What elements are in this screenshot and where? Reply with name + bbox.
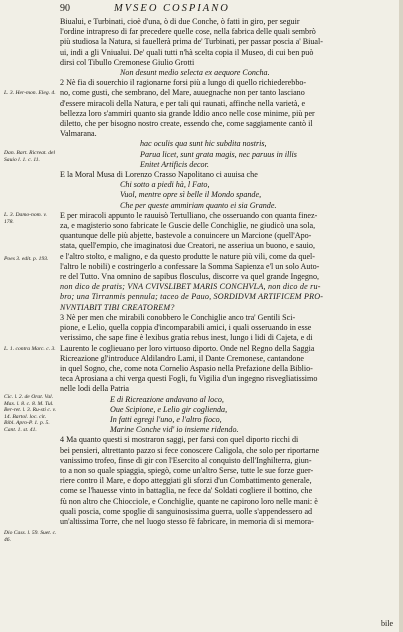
margin-note: Cic. l. 2. de Orat. Val. Max. l. 8. c. 8. M. Tul. Ber-ret. l. 3. Ru-sti c. v. 14. Bartol. loc. cit. Bibl. Apro-P. 1. p. 5. Cant. 1. st. 41.: [4, 394, 57, 433]
text-line: no, come gusti, che sembrano, del Mare, auuegnache non per tanto lasciano: [60, 88, 305, 98]
page-header: [60, 3, 360, 17]
text-line: in quel Sogno, che, come nota Cornelio Aspasio nella Prefazione della Biblio-: [60, 363, 313, 373]
verse-line: Vuol, mentre opre sì belle il Mondo spande,: [120, 190, 262, 200]
text-line: NVNTIABIT TIBI CREATOREM?: [60, 302, 175, 312]
catchword: bile: [381, 619, 393, 628]
main-text: [60, 17, 399, 527]
margin-note: Poes 3. edit. p. 193.: [4, 256, 49, 262]
paragraph: [60, 170, 399, 180]
paragraph: [60, 313, 399, 395]
verse-line: Chi sotto a piedi hà, l Fato,: [120, 180, 210, 190]
text-line: Valmarana.: [60, 129, 97, 139]
margin-note: L. 3. Her-mon. Eleg. 4.: [4, 90, 56, 96]
text-line: bei pensieri, altrettanto pazzo si fece conoscere Caligola, che solo per riportarne: [60, 445, 320, 455]
text-line: come se l'hauesse vinto in battaglia, ne fece da' Soldati cogliere il bottino, che: [60, 486, 313, 496]
margin-note: L. 1. contra Marc. c. 3.: [4, 346, 56, 352]
text-line: re del Tutto. Vna omnino de sapibus flosculus, discorre va quel grande Ingegno,: [60, 272, 320, 282]
verse-line: E di Ricreazione andavano al loco,: [110, 394, 224, 404]
paragraph: [60, 78, 399, 139]
text-line: E la Moral Musa di Lorenzo Crasso Napolitano ci auuisa che: [60, 170, 258, 180]
text-line: più studiosa la Natura, si fauellerà prima de' Turbinati, per passar poscia a' Biual-: [60, 37, 323, 47]
text-line: bellezza loro s'ammiri quanto sia grande Iddio anco nelle cose minime, più per: [60, 108, 315, 118]
text-line: ui, indi a gli Vniualui. De' quali tutti n'hà scelta copia il Museo, di cui ben può: [60, 47, 314, 57]
text-line: 4 Ma quanto questi si mostraron saggi, per farsi con quel diporto ricchi di: [60, 435, 299, 445]
text-line: diletto, che per bisogno nostro create, essendo che, come saggiamente cantò il: [60, 119, 313, 129]
text-line: 3 Nè per men che mirabili conobbero le Conchiglie anco tra' Gentili Sci-: [60, 312, 296, 322]
text-line: verissimo, che sape fine è lexibus gratia rebus inest, lungo i lidi di Cajeta, e di: [60, 333, 313, 343]
verse-line: Parua licet, sunt grata magis, nec paruus in illis: [140, 149, 297, 159]
text-line: l'altro le nobili) e costringerlo a confessare la Somma Sapienza e'l un solo Auto-: [60, 261, 320, 271]
text-line: e l'altro stolto, e maligno, e da questo produtte le nature più vili, come da quel-: [60, 251, 315, 261]
margin-note: Dio Cass. l. 59. Suet. c. 46.: [4, 530, 57, 543]
text-line: quantunque delle più abjette, bastevole a conuincere un Marcione (quell'Apo-: [60, 231, 312, 241]
text-line: dirsi col Tibullo Cremonese Giulio Grotti: [60, 57, 195, 67]
page-edge: [399, 0, 403, 632]
text-line: 2 Nè fia di souerchio il ragionarne forsi più a lungo di quello richiederebbo-: [60, 78, 307, 88]
verse-quote: [60, 180, 399, 211]
text-line: l'ordine intrapreso di far precedere quelle cose, nella fabrica delle quali sembrò: [60, 27, 316, 37]
text-line: za, e magisterio sono fabricate le Guscie delle Conchiglie, ne giudicò una sola,: [60, 221, 316, 231]
text-line: Ricreazione gl'introduce Aldilandro Lami, il Dante Cremonese, cantandone: [60, 353, 304, 363]
running-title: MVSEO COSPIANO: [114, 3, 230, 14]
margin-note: Dan. Bart. Ricreat. del Sauio l. 1. c. 11.: [4, 150, 56, 163]
verse-line: Enitet Artificis decor.: [140, 159, 209, 169]
text-line: nelle lodi della Patria: [60, 384, 129, 394]
text-line: to a non so quale spiaggia, spiegò, come un'altro Serse, tutte le sue forze guer-: [60, 465, 314, 475]
text-line: pione, e Lelio, quella coppia d'incomparabili amici, i quali osseruando in esse: [60, 323, 312, 333]
text-line: E per miracoli appunto le rauuisò Tertulliano, che osseruando con quanta finez-: [60, 210, 318, 220]
margin-note: L. 3. Damo-nom. v. 178.: [4, 212, 47, 225]
text-line: Laurento le coglieuano per loro virtuoso diporto. Onde nel Regno della Saggia: [60, 343, 315, 353]
verse-line: Che per queste ammiriam quanto ei sia Grande.: [120, 200, 277, 210]
quote-line: Non desunt medio selecta ex aequore Concha.: [120, 68, 270, 78]
text-line: vanissimo trofeo, finse di gir con l'Esercito al conquisto dell'Inghilterra, giun-: [60, 455, 312, 465]
text-line: d'essere miracoli della Natura, e per tali qui raunati, affinche nella varietà, e: [60, 98, 306, 108]
text-line: quali poscia, come spoglie di sanguinosissima guerra, uolle s'appendessero ad: [60, 506, 313, 516]
verse-quote: [60, 139, 399, 170]
text-line: teca Aprosiana a chi verga questi Fogli, fu Vigilia d'un ingegno risvegliatissimo: [60, 374, 318, 384]
paragraph: [60, 211, 399, 313]
text-line: Biualui, e Turbinati, cioè d'una, ò di due Conche, ò fatti in giro, per seguir: [60, 17, 300, 26]
page-number: 90: [60, 3, 70, 14]
text-line: bro; una Tirranmis pennula; taceo de Pauo, SORDIDVM ARTIFICEM PRO-: [60, 292, 324, 302]
text-line: riere contro il Mare, e dopo atteggiati gli sforzi d'un Combattimento generale,: [60, 476, 312, 486]
text-line: un'altissima Torre, che nel luogo stesso fè fabricare, in memoria di si memora-: [60, 516, 314, 526]
verse-line: hac oculis qua sunt hic subdita nostris,: [140, 139, 267, 149]
verse-quote: [60, 395, 399, 436]
verse-line: In fatti egregi l'uno, e l'altro fioco,: [110, 414, 222, 424]
verse-line: Marine Conche vid' io insieme ridendo.: [110, 425, 239, 435]
text-line: non dico de pratis; VNA CVIVSLIBET MARIS CONCHVLA, non dico de ru-: [60, 282, 321, 292]
paragraph: [60, 17, 399, 68]
paragraph: [60, 435, 399, 527]
text-line: fù non altro che Chiocciole, e Conchiglie, quante ne capirono loro nelle mani: è: [60, 496, 318, 506]
verse-line: Oue Scipione, e Lelio gir coglienda,: [110, 404, 228, 414]
text-line: stata, quell'empio, che imaginatosi due Creatori, ne asseriua un buono, e sauio,: [60, 241, 315, 251]
